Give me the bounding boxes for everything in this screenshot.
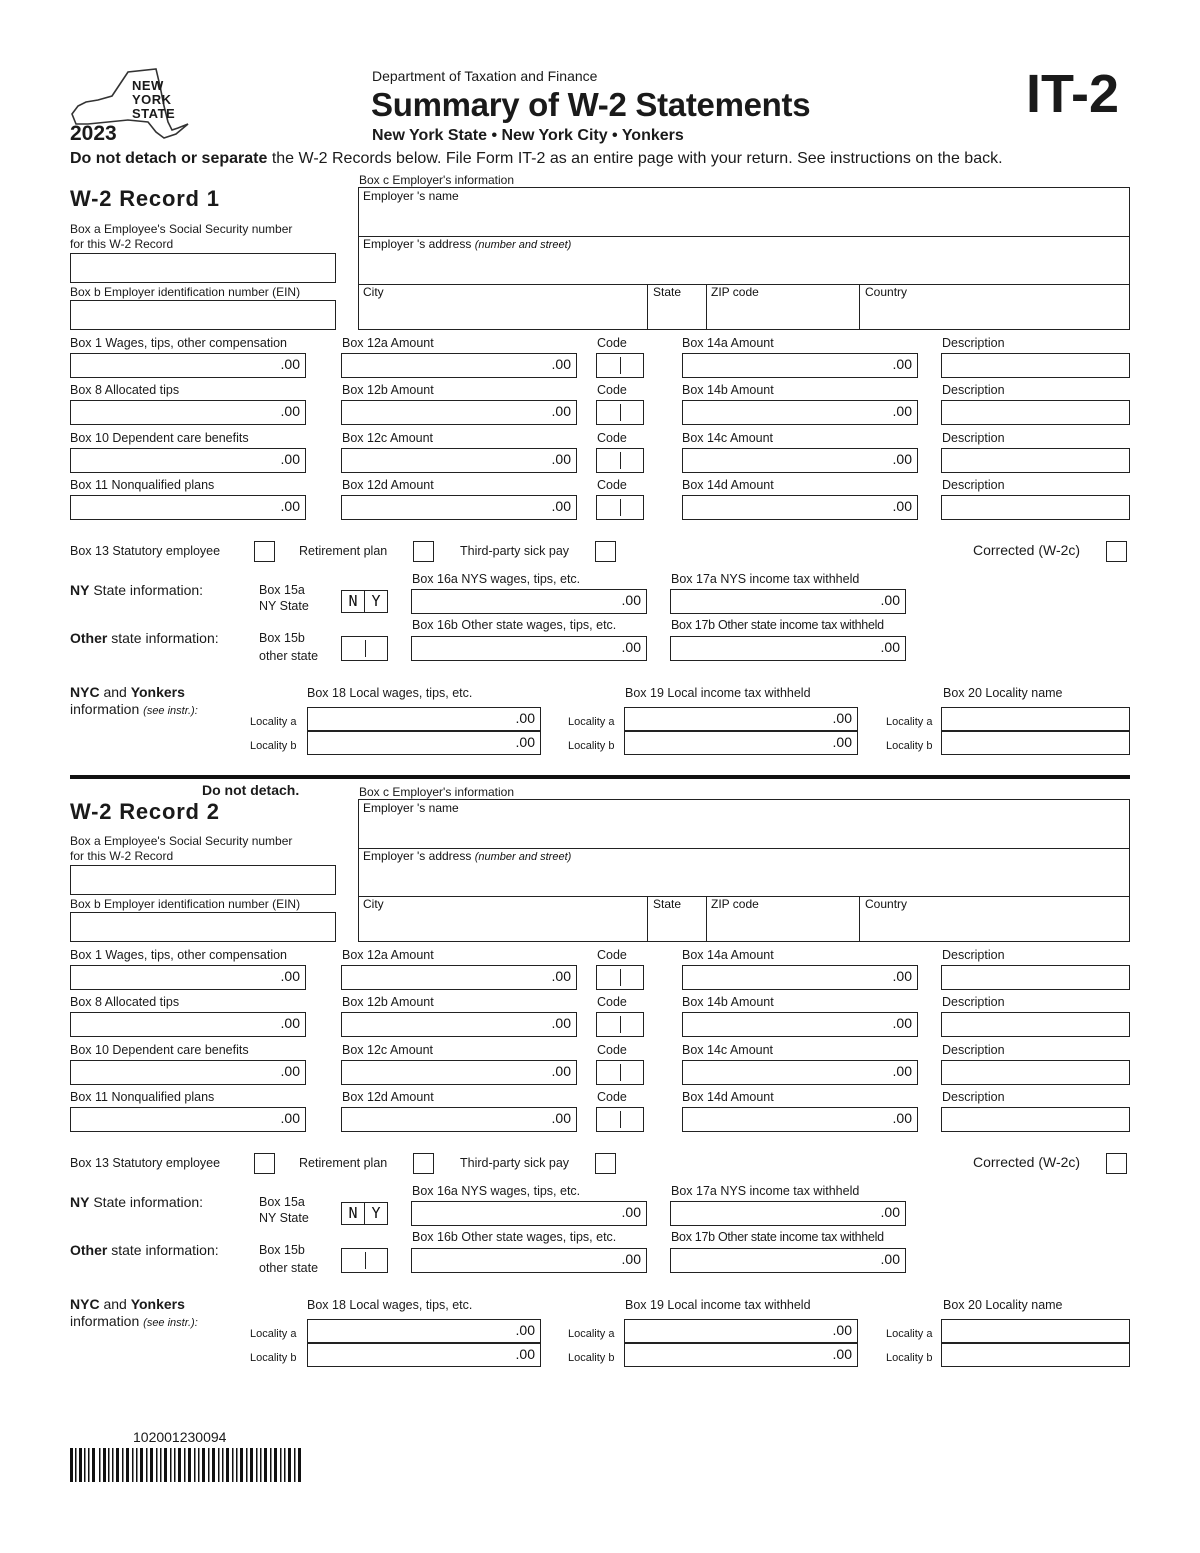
description-label: Description (942, 948, 1005, 962)
locality-b-label: Locality b (886, 1352, 933, 1364)
city-input[interactable] (363, 914, 647, 940)
box11-amount[interactable]: .00 (70, 1107, 306, 1132)
zip-label: ZIP code (711, 897, 759, 911)
box12a-label: Box 12a Amount (342, 336, 434, 350)
box14b-label: Box 14b Amount (682, 383, 774, 397)
box1-amount[interactable]: .00 (70, 353, 306, 378)
box18-label: Box 18 Local wages, tips, etc. (307, 1298, 473, 1312)
record-title: W-2 Record 2 (70, 799, 220, 824)
box14b-description[interactable] (941, 400, 1130, 425)
employer-address-label: Employer 's address (number and street) (363, 237, 572, 251)
locality-b-label: Locality b (886, 740, 933, 752)
box17b-label: Box 17b Other state income tax withheld (671, 618, 884, 632)
employer-address-input[interactable] (363, 256, 1127, 282)
code-label: Code (597, 995, 627, 1009)
form-subtitle: New York State • New York City • Yonkers (372, 127, 684, 144)
box16a-label: Box 16a NYS wages, tips, etc. (412, 572, 581, 586)
box14c-amount[interactable]: .00 (682, 1060, 918, 1085)
description-label: Description (942, 1090, 1005, 1104)
description-label: Description (942, 336, 1005, 350)
box-b-label: Box b Employer identification number (EIN) (70, 285, 301, 299)
box18-locality-a[interactable]: .00 (307, 707, 541, 731)
box19-label: Box 19 Local income tax withheld (625, 1298, 811, 1312)
city-input[interactable] (363, 302, 647, 328)
sick-pay-label: Third-party sick pay (460, 1156, 570, 1170)
form-year: 2023 (70, 122, 117, 145)
record-separator (70, 775, 1130, 779)
box12d-amount[interactable]: .00 (341, 1107, 577, 1132)
corrected-label: Corrected (W-2c) (973, 1154, 1081, 1170)
box16b-label: Box 16b Other state wages, tips, etc. (412, 1230, 617, 1244)
box16a-amount[interactable]: .00 (411, 589, 647, 614)
box14a-description[interactable] (941, 353, 1130, 378)
box12b-amount[interactable]: .00 (341, 1012, 577, 1037)
box1-label: Box 1 Wages, tips, other compensation (70, 336, 288, 350)
department-name: Department of Taxation and Finance (372, 68, 598, 84)
box8-amount[interactable]: .00 (70, 1012, 306, 1037)
box11-label: Box 11 Nonqualified plans (70, 1090, 215, 1104)
state-label: State (653, 285, 682, 299)
box18-locality-b[interactable]: .00 (307, 1343, 541, 1367)
box12c-amount[interactable]: .00 (341, 1060, 577, 1085)
box14a-description[interactable] (941, 965, 1130, 990)
employer-address-input[interactable] (363, 868, 1127, 894)
box20-label: Box 20 Locality name (943, 686, 1063, 700)
box-c-label: Box c Employer's information (359, 785, 515, 799)
locality-a-label: Locality a (250, 716, 297, 728)
corrected-checkbox[interactable] (1106, 541, 1127, 562)
box14c-description[interactable] (941, 448, 1130, 473)
box18-locality-b[interactable]: .00 (307, 731, 541, 755)
box12a-code[interactable] (596, 965, 644, 990)
box19-locality-a[interactable]: .00 (624, 707, 858, 731)
retirement-label: Retirement plan (299, 544, 388, 558)
box15a-label: Box 15a NY State (259, 1195, 309, 1225)
box12b-label: Box 12b Amount (342, 995, 434, 1009)
do-not-detach: Do not detach. (202, 782, 300, 798)
box14a-amount[interactable]: .00 (682, 965, 918, 990)
box14b-amount[interactable]: .00 (682, 1012, 918, 1037)
box17b-amount[interactable]: .00 (670, 636, 906, 661)
box14c-amount[interactable]: .00 (682, 448, 918, 473)
box19-locality-b[interactable]: .00 (624, 1343, 858, 1367)
box14d-label: Box 14d Amount (682, 1090, 774, 1104)
box15a-state-code: N Y (341, 1202, 388, 1225)
state-input[interactable] (651, 302, 707, 328)
box14d-label: Box 14d Amount (682, 478, 774, 492)
box12d-amount[interactable]: .00 (341, 495, 577, 520)
box14a-label: Box 14a Amount (682, 948, 774, 962)
box14b-amount[interactable]: .00 (682, 400, 918, 425)
corrected-label: Corrected (W-2c) (973, 542, 1081, 558)
box18-locality-a[interactable]: .00 (307, 1319, 541, 1343)
employer-name-label: Employer 's name (363, 801, 459, 815)
code-label: Code (597, 1090, 627, 1104)
box12d-label: Box 12d Amount (342, 478, 434, 492)
box17a-amount[interactable]: .00 (670, 1201, 906, 1226)
box14d-amount[interactable]: .00 (682, 1107, 918, 1132)
box12a-label: Box 12a Amount (342, 948, 434, 962)
w2-record-1 (0, 170, 1200, 770)
box11-amount[interactable]: .00 (70, 495, 306, 520)
box17b-amount[interactable]: .00 (670, 1248, 906, 1273)
box16b-amount[interactable]: .00 (411, 636, 647, 661)
box13-label: Box 13 Statutory employee (70, 1156, 221, 1170)
box10-label: Box 10 Dependent care benefits (70, 431, 249, 445)
box17a-label: Box 17a NYS income tax withheld (671, 572, 860, 586)
box14a-amount[interactable]: .00 (682, 353, 918, 378)
employer-name-label: Employer 's name (363, 189, 459, 203)
country-input[interactable] (863, 302, 1129, 328)
box12d-code[interactable] (596, 495, 644, 520)
ssn-input[interactable] (70, 865, 336, 895)
retirement-plan-checkbox[interactable] (413, 1153, 434, 1174)
ny-state-info-label: NY State information: (70, 1194, 204, 1210)
box12c-label: Box 12c Amount (342, 431, 434, 445)
box8-label: Box 8 Allocated tips (70, 383, 180, 397)
retirement-label: Retirement plan (299, 1156, 388, 1170)
box16b-amount[interactable]: .00 (411, 1248, 647, 1273)
box12c-code[interactable] (596, 1060, 644, 1085)
description-label: Description (942, 995, 1005, 1009)
box16b-label: Box 16b Other state wages, tips, etc. (412, 618, 617, 632)
barcode-number: 102001230094 (133, 1429, 227, 1445)
box19-locality-a[interactable]: .00 (624, 1319, 858, 1343)
code-label: Code (597, 948, 627, 962)
retirement-plan-checkbox[interactable] (413, 541, 434, 562)
box14b-label: Box 14b Amount (682, 995, 774, 1009)
ssn-input[interactable] (70, 253, 336, 283)
box20-locality-a[interactable] (941, 707, 1130, 731)
box20-label: Box 20 Locality name (943, 1298, 1063, 1312)
record-title: W-2 Record 1 (70, 186, 220, 211)
city-label: City (363, 285, 384, 299)
ein-input[interactable] (70, 912, 336, 942)
box12d-code[interactable] (596, 1107, 644, 1132)
form-title: Summary of W-2 Statements (371, 86, 811, 123)
employer-info-box (358, 187, 1130, 330)
country-label: Country (865, 285, 908, 299)
box12c-code[interactable] (596, 448, 644, 473)
box15b-label: Box 15b other state (259, 1243, 319, 1275)
box19-locality-b[interactable]: .00 (624, 731, 858, 755)
country-label: Country (865, 897, 908, 911)
box15b-label: Box 15b other state (259, 631, 319, 663)
box15b-state-code[interactable] (341, 636, 388, 661)
zip-label: ZIP code (711, 285, 759, 299)
instruction-line: Do not detach or separate the W-2 Records below. File Form IT-2 as an entire page with your return. See instructions on the back. (70, 150, 1003, 167)
description-label: Description (942, 478, 1005, 492)
locality-a-label: Locality a (250, 1328, 297, 1340)
description-label: Description (942, 383, 1005, 397)
box15a-label: Box 15a NY State (259, 583, 309, 613)
locality-b-label: Locality b (250, 740, 297, 752)
box13-label: Box 13 Statutory employee (70, 544, 221, 558)
sick-pay-label: Third-party sick pay (460, 544, 570, 558)
box1-amount[interactable]: .00 (70, 965, 306, 990)
description-label: Description (942, 1043, 1005, 1057)
box12b-code[interactable] (596, 1012, 644, 1037)
box11-label: Box 11 Nonqualified plans (70, 478, 215, 492)
employer-name-input[interactable] (363, 820, 1127, 846)
box14d-amount[interactable]: .00 (682, 495, 918, 520)
barcode-icon (70, 1448, 302, 1482)
box12a-amount[interactable]: .00 (341, 965, 577, 990)
box14d-description[interactable] (941, 495, 1130, 520)
description-label: Description (942, 431, 1005, 445)
form-id: IT-2 (1026, 64, 1120, 124)
box12b-label: Box 12b Amount (342, 383, 434, 397)
box12c-amount[interactable]: .00 (341, 448, 577, 473)
other-state-info-label: Other state information: (70, 630, 219, 646)
w2-record-2 (0, 782, 1200, 1382)
corrected-checkbox[interactable] (1106, 1153, 1127, 1174)
box14b-description[interactable] (941, 1012, 1130, 1037)
box12c-label: Box 12c Amount (342, 1043, 434, 1057)
box12d-label: Box 12d Amount (342, 1090, 434, 1104)
logo-text: NEW YORK STATE (132, 78, 176, 121)
state-input[interactable] (651, 914, 707, 940)
locality-b-label: Locality b (568, 740, 615, 752)
box10-label: Box 10 Dependent care benefits (70, 1043, 249, 1057)
employer-info-box (358, 799, 1130, 942)
code-label: Code (597, 431, 627, 445)
locality-a-label: Locality a (886, 716, 933, 728)
box14c-label: Box 14c Amount (682, 1043, 774, 1057)
ny-state-info-label: NY State information: (70, 582, 204, 598)
box-b-label: Box b Employer identification number (EIN) (70, 897, 301, 911)
country-input[interactable] (863, 914, 1129, 940)
box12a-code[interactable] (596, 353, 644, 378)
box16a-label: Box 16a NYS wages, tips, etc. (412, 1184, 581, 1198)
zip-input[interactable] (709, 914, 859, 940)
statutory-employee-checkbox[interactable] (254, 1153, 275, 1174)
box10-amount[interactable]: .00 (70, 448, 306, 473)
box12b-amount[interactable]: .00 (341, 400, 577, 425)
barcode (70, 1448, 302, 1482)
box12a-amount[interactable]: .00 (341, 353, 577, 378)
box18-label: Box 18 Local wages, tips, etc. (307, 686, 473, 700)
box14a-label: Box 14a Amount (682, 336, 774, 350)
code-label: Code (597, 383, 627, 397)
box-a-label: Box a Employee's Social Security number for this W-2 Record (70, 222, 293, 251)
locality-b-label: Locality b (568, 1352, 615, 1364)
box1-label: Box 1 Wages, tips, other compensation (70, 948, 288, 962)
box8-label: Box 8 Allocated tips (70, 995, 180, 1009)
third-party-sick-pay-checkbox[interactable] (595, 1153, 616, 1174)
box-c-label: Box c Employer's information (359, 173, 515, 187)
box14c-label: Box 14c Amount (682, 431, 774, 445)
box17a-label: Box 17a NYS income tax withheld (671, 1184, 860, 1198)
box19-label: Box 19 Local income tax withheld (625, 686, 811, 700)
nyc-yonkers-label: NYC and Yonkers information (see instr.): (70, 1296, 198, 1329)
nyc-yonkers-label: NYC and Yonkers information (see instr.): (70, 684, 198, 717)
other-state-info-label: Other state information: (70, 1242, 219, 1258)
box12b-code[interactable] (596, 400, 644, 425)
state-label: State (653, 897, 682, 911)
locality-b-label: Locality b (250, 1352, 297, 1364)
box15b-state-code[interactable] (341, 1248, 388, 1273)
code-label: Code (597, 478, 627, 492)
employer-address-label: Employer 's address (number and street) (363, 849, 572, 863)
box-a-label: Box a Employee's Social Security number for this W-2 Record (70, 834, 293, 863)
box17a-amount[interactable]: .00 (670, 589, 906, 614)
locality-a-label: Locality a (568, 716, 615, 728)
code-label: Code (597, 1043, 627, 1057)
statutory-employee-checkbox[interactable] (254, 541, 275, 562)
third-party-sick-pay-checkbox[interactable] (595, 541, 616, 562)
box20-locality-a[interactable] (941, 1319, 1130, 1343)
box14d-description[interactable] (941, 1107, 1130, 1132)
code-label: Code (597, 336, 627, 350)
box17b-label: Box 17b Other state income tax withheld (671, 1230, 884, 1244)
box20-locality-b[interactable] (941, 1343, 1130, 1367)
ein-input[interactable] (70, 300, 336, 330)
box16a-amount[interactable]: .00 (411, 1201, 647, 1226)
box20-locality-b[interactable] (941, 731, 1130, 755)
box10-amount[interactable]: .00 (70, 1060, 306, 1085)
locality-a-label: Locality a (886, 1328, 933, 1340)
box14c-description[interactable] (941, 1060, 1130, 1085)
city-label: City (363, 897, 384, 911)
zip-input[interactable] (709, 302, 859, 328)
employer-name-input[interactable] (363, 208, 1127, 234)
box15a-state-code: N Y (341, 590, 388, 613)
locality-a-label: Locality a (568, 1328, 615, 1340)
box8-amount[interactable]: .00 (70, 400, 306, 425)
